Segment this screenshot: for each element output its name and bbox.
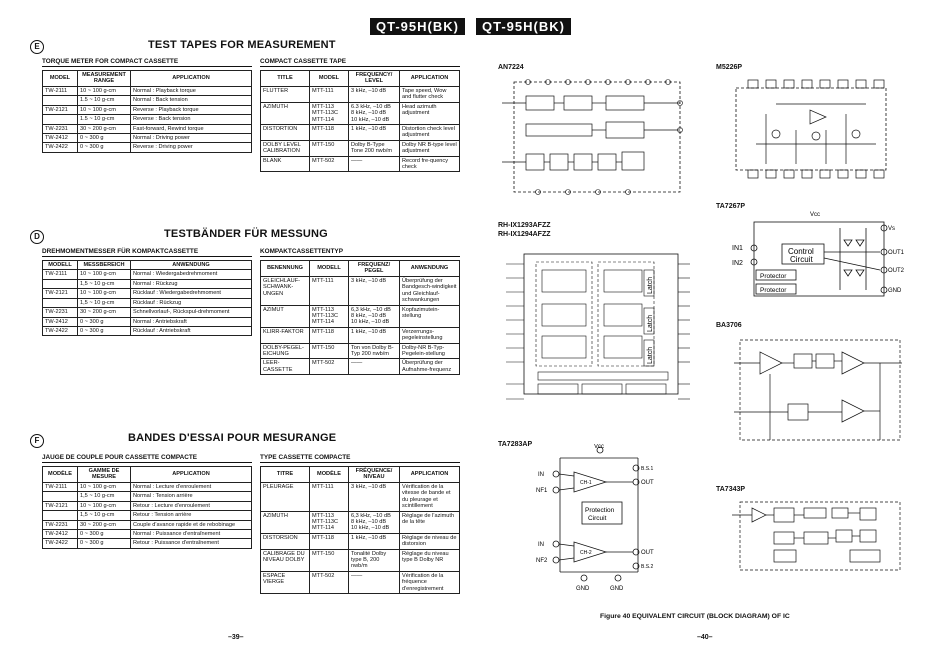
table-cell: Vérification de la vitesse de bande et du pleurage et scintillement [400,482,460,511]
table-cell: DOLBY-PEGEL-EICHUNG [261,343,310,359]
table-cell: TW-2111 [43,482,78,491]
table-cell: Tape speed, Wow and flutter check [400,86,460,102]
ta7283-circuit-label: Circuit [588,515,607,522]
table-cell [43,511,78,520]
table-row [43,511,252,520]
ta7283-vcc-label: Vcc [594,444,605,450]
section_f-right-header-0: TITRE [261,467,310,483]
section-d-tape-table [260,260,460,375]
table-cell: LEER-CASSETTE [261,359,310,375]
table-row [43,529,252,538]
table-cell: Verzerrungs-pegeleinstellung [400,327,460,343]
table-cell: 0 ~ 300 g [78,529,131,538]
section-f-left-title: JAUGE DE COUPLE POUR CASSETTE COMPACTE [42,454,198,461]
table-cell: Kopfazimutein-stellung [400,305,460,327]
ta7267-protector1-label: Protector [760,273,787,280]
ta7283-nf2-label: NF2 [536,558,548,564]
table-cell: Schnellvorlauf-, Rückspul-drehmoment [131,308,252,317]
table-cell: 10 ~ 100 g-cm [78,482,131,491]
ta7283-bs2-label: B.S.2 [641,564,654,570]
section-d-marker: D [30,230,44,244]
ic-label-rh-ix1293afzz: RH-IX1293AFZZ [498,222,551,229]
table-row [43,124,252,133]
section-e-torque-table [42,70,252,153]
table-cell: 10 ~ 100 g-cm [78,105,131,114]
section_f-left-header-1: GAMME DE MESURE [78,467,131,483]
table-cell: 1 kHz, –10 dB [349,327,400,343]
table-row [43,96,252,105]
table-row [43,520,252,529]
page-number-right: –40– [697,634,713,641]
table-row [43,501,252,510]
section_e-right-header-3: APPLICATION [400,71,460,87]
ta7267-control-label: Control [788,247,814,256]
table-row [43,308,252,317]
figure-caption: Figure 40 EQUIVALENT CIRCUIT (BLOCK DIAGRAM) OF IC [600,613,790,620]
table-cell: 1,5 ~ 10 g-cm [78,279,131,288]
table-row [261,156,460,172]
ta7267-out2-label: OUT2 [888,268,904,274]
section_e-left-header-1: MEASUREMENT RANGE [78,71,131,87]
table-cell: Réglage du niveau type B Dolby NR [400,549,460,571]
table-cell: TW-2231 [43,124,78,133]
table-cell [43,492,78,501]
table-cell: Normal : Lecture d'enroulement [131,482,252,491]
table-cell: —— [349,156,400,172]
table-cell [43,279,78,288]
table-cell: 6,3 kHz, –10 dB 8 kHz, –10 dB 10 kHz, –10 dB [349,511,400,533]
table-row [261,343,460,359]
table-cell: 1.5 ~ 10 g-cm [78,96,131,105]
table-cell: 3 kHz, –10 dB [349,482,400,511]
table-cell: 0 ~ 300 g [78,133,131,142]
table-cell: DOLBY LEVEL CALIBRATION [261,140,310,156]
table-cell: Reverse : Driving power [131,143,252,152]
ic-label-an7224: AN7224 [498,64,524,71]
section-d-title: TESTBÄNDER FÜR MESSUNG [164,228,328,240]
table-cell: Head azimuth adjustment [400,102,460,124]
ta7267-vs-label: Vs [888,226,896,232]
section_d-right-header-0: BENENNUNG [261,261,310,277]
section-e-tape-table [260,70,460,172]
table-cell: MTT-118 [310,533,349,549]
latch-label-3: Latch [647,346,654,364]
section_f-right-header-3: APPLICATION [400,467,460,483]
table-cell: Dolby-NR B-Typ-Pegelein-stellung [400,343,460,359]
table-cell: Reverse : Back tension [131,115,252,124]
table-cell: DISTORSION [261,533,310,549]
table-cell: CALIBRAGE DU NIVEAU DOLBY [261,549,310,571]
header-model-right: QT-95H(BK) [476,18,571,35]
table-row [261,511,460,533]
table-cell: 30 ~ 200 g-cm [78,124,131,133]
table-cell: 1 kHz, –10 dB [349,124,400,140]
table-row [43,115,252,124]
table-cell: Rücklauf : Wiedergabedrehmoment [131,289,252,298]
table-cell: TW-2231 [43,308,78,317]
ta7283-out2-label: OUT [641,550,654,556]
table-cell: Normal : Driving power [131,133,252,142]
page-number-left: –39– [228,634,244,641]
section-e-right-title: COMPACT CASSETTE TAPE [260,58,347,65]
table-cell: 10 ~ 100 g-cm [78,289,131,298]
section_e-right-header-0: TITLE [261,71,310,87]
table-cell: KLIRR-FAKTOR [261,327,310,343]
table-cell: 3 kHz, –10 dB [349,86,400,102]
table-cell: Rücklauf : Antriebskraft [131,326,252,335]
table-cell: —— [349,571,400,593]
table-cell: Überprüfung der Aufnahme-frequenz [400,359,460,375]
latch-label-1: Latch [647,276,654,294]
table-cell: AZIMUT [261,305,310,327]
table-row [43,143,252,152]
section_d-right-header-2: FREQUENZ/ PEGEL [349,261,400,277]
table-cell: ESPACE VIERGE [261,571,310,593]
section-e-left-title: TORQUE METER FOR COMPACT CASSETTE [42,58,179,65]
table-row [43,289,252,298]
ta7267-out1-label: OUT1 [888,250,904,256]
table-cell: MTT-150 [310,140,349,156]
table-cell: 10 ~ 100 g-cm [78,270,131,279]
table-row [43,539,252,548]
table-cell: 10 ~ 100 g-cm [78,86,131,95]
table-cell: Dolby B-Type Tone 200 nwb/m [349,140,400,156]
ta7283-ch2-label: CH-2 [580,550,592,556]
table-cell [43,96,78,105]
section-e-title: TEST TAPES FOR MEASUREMENT [148,39,336,51]
table-row [261,359,460,375]
ta7283-gnd2-label: GND [610,586,624,592]
table-row [43,270,252,279]
table-cell: TW-2121 [43,105,78,114]
table-row [261,327,460,343]
table-cell: 1,5 ~ 10 g-cm [78,492,131,501]
section_f-left-header-0: MODÈLE [43,467,78,483]
ic-label-ta7267p: TA7267P [716,203,746,210]
table-cell: TW-2412 [43,529,78,538]
an7224-diagram [498,76,690,204]
table-cell: 3 kHz, –10 dB [349,276,400,305]
table-cell: Normal : Puissance d'entraînement [131,529,252,538]
table-cell: MTT-113 MTT-113C MTT-114 [310,305,349,327]
ta7267-in1-label: IN1 [732,245,743,252]
table-cell: Rücklauf : Rückzug [131,298,252,307]
table-cell [43,115,78,124]
ic-label-ta7343p: TA7343P [716,486,746,493]
table-cell: TW-2111 [43,270,78,279]
table-cell: Distortion check level adjustment [400,124,460,140]
table-cell: Ton von Dolby B-Typ 200 nwb/m [349,343,400,359]
table-cell: Normal : Tension arrière [131,492,252,501]
table-cell: 1.5 ~ 10 g-cm [78,115,131,124]
table-cell: 6,3 kHz, –10 dB 8 kHz, –10 dB 10 kHz, –10 dB [349,305,400,327]
table-cell: TW-2121 [43,501,78,510]
table-cell: MTT-502 [310,359,349,375]
table-cell: Record fre-quency check [400,156,460,172]
table-cell: 30 ~ 200 g-cm [78,520,131,529]
table-cell: FLUTTER [261,86,310,102]
table-cell: MTT-118 [310,327,349,343]
table-cell: MTT-113 MTT-113C MTT-114 [310,511,349,533]
table-cell: MTT-150 [310,549,349,571]
table-cell: Überprüfung der Bandgesch-windigkeit und Gleichlauf-schwankungen [400,276,460,305]
table-cell: AZIMUTH [261,102,310,124]
table-cell: 0 ~ 300 g [78,317,131,326]
table-row [261,571,460,593]
ic-label-m5226p: M5226P [716,64,743,71]
table-row [261,102,460,124]
table-row [261,549,460,571]
table-row [43,133,252,142]
table-cell: Vérification de la fréquence d'enregistrement [400,571,460,593]
table-cell: Normal : Playback torque [131,86,252,95]
table-row [261,140,460,156]
table-row [43,482,252,491]
ta7267-circuit-label: Circuit [790,255,813,264]
table-cell: Tonalité Dolby type B, 200 nwb/m [349,549,400,571]
table-cell: 0 ~ 300 g [78,539,131,548]
table-cell: MTT-118 [310,124,349,140]
section_d-right-header-1: MODELL [310,261,349,277]
table-cell: 1,5 ~ 10 g-cm [78,511,131,520]
ta7267-protector2-label: Protector [760,287,787,294]
table-cell: MTT-502 [310,571,349,593]
ic-label-rh-ix1294afzz: RH-IX1294AFZZ [498,231,551,238]
ba3706-diagram [730,330,906,454]
section-d-torque-table [42,260,252,336]
ta7267-in2-label: IN2 [732,260,743,267]
table-cell: TW-2121 [43,289,78,298]
table-cell: Normal : Wiedergabedrehmoment [131,270,252,279]
table-row [261,482,460,511]
section_d-left-header-0: MODELL [43,261,78,270]
section_e-right-header-1: MODEL [310,71,349,87]
table-cell: Normal : Antriebskraft [131,317,252,326]
table-cell: 0 ~ 300 g [78,326,131,335]
rh-ix1293-diagram [498,244,694,412]
section-f-tape-table [260,466,460,594]
table-cell: Normal : Back tension [131,96,252,105]
table-cell: Réglage de l'azimuth de la tête [400,511,460,533]
ta7267-vcc-label: Vcc [810,212,821,218]
table-cell: 10 ~ 100 g-cm [78,501,131,510]
section-d-left-title: DREHMOMENTMESSER FÜR KOMPAKTCASSETTE [42,248,199,255]
table-cell: 6.3 kHz, –10 dB 8 kHz, –10 dB 10 kHz, –10 dB [349,102,400,124]
table-cell: Normal : Rückzug [131,279,252,288]
section-e-marker: E [30,40,44,54]
ta7283-protection-label: Protection [585,507,615,514]
table-cell: MTT-111 [310,482,349,511]
table-row [43,317,252,326]
table-row [43,326,252,335]
table-cell: MTT-150 [310,343,349,359]
ta7343p-diagram [730,496,904,582]
table-cell: —— [349,359,400,375]
table-cell: TW-2412 [43,317,78,326]
section-f-right-title: TYPE CASSETTE COMPACTE [260,454,351,461]
section_f-left-header-2: APPLICATION [131,467,252,483]
m5226p-diagram [716,74,900,188]
section_e-left-header-0: MODEL [43,71,78,87]
table-cell: MTT-113 MTT-113C MTT-114 [310,102,349,124]
table-row [261,276,460,305]
table-cell: TW-2422 [43,143,78,152]
table-cell: Dolby NR B-type level adjustment [400,140,460,156]
ta7283-bs1-label: B.S.1 [641,466,654,472]
ta7283-ch1-label: CH-1 [580,480,592,486]
section-f-torque-table [42,466,252,549]
table-row [261,86,460,102]
table-cell: PLEURAGE [261,482,310,511]
table-row [261,305,460,327]
table-row [43,298,252,307]
section_e-left-header-2: APPLICATION [131,71,252,87]
table-cell: Couple d'avance rapide et de rebobinage [131,520,252,529]
table-row [43,492,252,501]
section_d-left-header-2: ANWENDUNG [131,261,252,270]
table-cell: DISTORTION [261,124,310,140]
ic-label-ba3706: BA3706 [716,322,742,329]
table-cell: TW-2111 [43,86,78,95]
table-row [261,533,460,549]
table-cell: MTT-111 [310,86,349,102]
ta7283-in1-label: IN [538,472,544,478]
section-f-title: BANDES D'ESSAI POUR MESURANGE [128,432,337,444]
table-cell: TW-2231 [43,520,78,529]
table-row [43,279,252,288]
section_e-right-header-2: FREQUENCY/ LEVEL [349,71,400,87]
table-cell: MTT-111 [310,276,349,305]
ta7267-gnd-label: GND [888,288,902,294]
ta7267p-diagram [730,208,904,304]
table-cell: BLANK [261,156,310,172]
table-cell: Reverse : Playback torque [131,105,252,114]
table-cell: 0 ~ 300 g [78,143,131,152]
ta7283-out1-label: OUT [641,480,654,486]
table-cell: TW-2412 [43,133,78,142]
table-cell: GLEICHLAUF-SCHWANK-UNGEN [261,276,310,305]
table-cell: Retour : Tension arrière [131,511,252,520]
ic-label-ta7283ap: TA7283AP [498,441,533,448]
table-cell [43,298,78,307]
ta7283ap-diagram [536,444,670,594]
table-row [43,86,252,95]
table-cell: Retour : Lecture d'enroulement [131,501,252,510]
section_f-right-header-2: FRÉQUENCE/ NIVEAU [349,467,400,483]
table-row [261,124,460,140]
table-cell: Retour : Puissance d'entraînement [131,539,252,548]
section_d-right-header-3: ANWENDUNG [400,261,460,277]
ta7283-nf1-label: NF1 [536,488,548,494]
table-cell: AZIMUTH [261,511,310,533]
table-cell: MTT-502 [310,156,349,172]
header-model-left: QT-95H(BK) [370,18,465,35]
section_f-right-header-1: MODÈLE [310,467,349,483]
ta7283-in2-label: IN [538,542,544,548]
section-f-marker: F [30,434,44,448]
table-cell: 1 kHz, –10 dB [349,533,400,549]
table-cell: 30 ~ 200 g-cm [78,308,131,317]
table-cell: TW-2422 [43,326,78,335]
table-row [43,105,252,114]
latch-label-2: Latch [647,314,654,332]
table-cell: Fast-forward, Rewind torque [131,124,252,133]
section_d-left-header-1: MESSBEREICH [78,261,131,270]
table-cell: Réglage de niveau de distorsion [400,533,460,549]
table-cell: TW-2422 [43,539,78,548]
table-cell: 1,5 ~ 10 g-cm [78,298,131,307]
section-d-right-title: KOMPAKTCASSETTENTYP [260,248,343,255]
ta7283-gnd1-label: GND [576,586,590,592]
